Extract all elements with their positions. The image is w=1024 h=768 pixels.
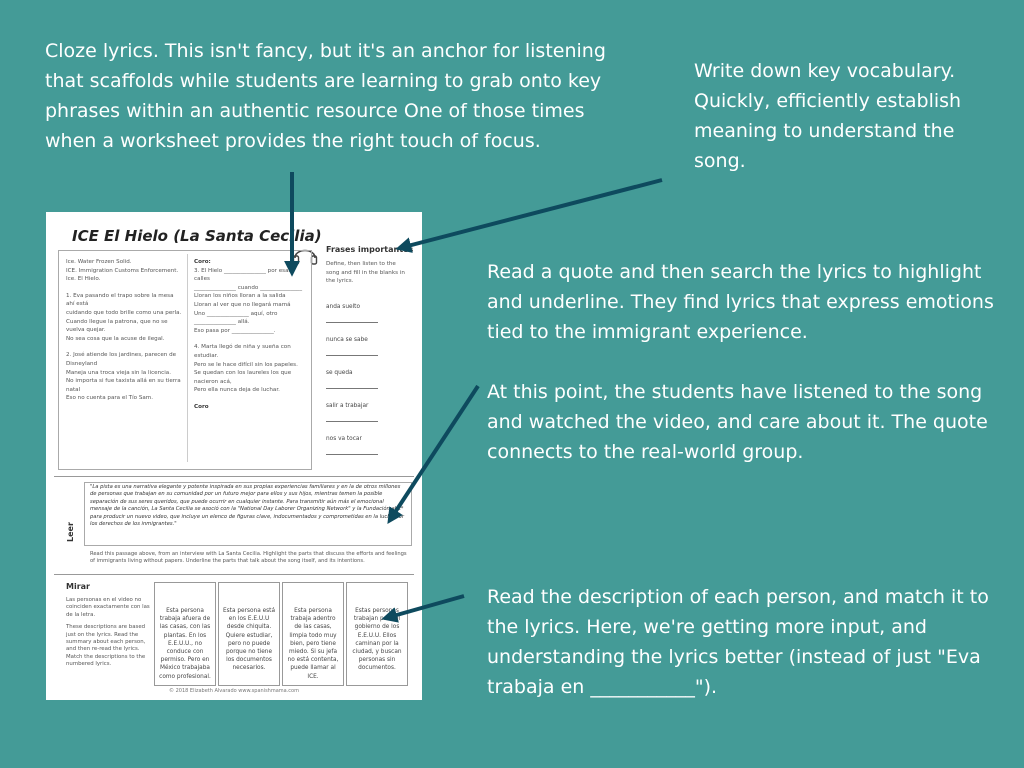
- mirar-description-cell: Esta persona está en los E.E.U.U desde chiquita. Quiere estudiar, pero no puede porque no tiene los documentos necesarios.: [218, 582, 280, 686]
- lyric-line: _______________ cuando _______________: [194, 284, 303, 291]
- frase-item: nos va tocar: [326, 436, 362, 442]
- lyric-line: Eso pasa por _______________.: [194, 327, 276, 334]
- lyric-line: 1. Eva pasando el trapo sobre la mesa ahí está: [66, 292, 174, 308]
- mirar-description-cell: Estas personas trabajan para el gobierno de los E.E.U.U. Ellos caminan por la ciudad, y buscan personas sin documentos.: [346, 582, 408, 686]
- frase-item: nunca se sabe: [326, 337, 368, 343]
- lyric-line: Coro: [194, 403, 209, 410]
- lyric-line: Maneja una troca vieja sin la licencia.: [66, 369, 171, 376]
- arrow-quote: [390, 386, 478, 520]
- mirar-description-cell: Esta persona trabaja afuera de las casas, con las plantas. En los E.E.U.U., no conduce con permiso. Pero en México trabajaba como profesional.: [154, 582, 216, 686]
- lyric-line: Ice. Water Frozen Solid.: [66, 259, 132, 265]
- lyric-line: ICE. Immigration Customs Enforcement.: [66, 267, 179, 274]
- frases-heading: Frases importantes: [326, 245, 414, 254]
- lyric-line: Lloran los niños lloran a la salida: [194, 293, 286, 300]
- note-quote-paragraph-1: Read a quote and then search the lyrics to highlight and underline. They find lyrics that express emotions tied to the immigrant experience.: [487, 261, 994, 343]
- note-quote-paragraph-2: At this point, the students have listened to the song and watched the video, and care about it. The quote connects to the real-world group.: [487, 381, 988, 463]
- lyric-line: Pero ella nunca deja de luchar.: [194, 387, 280, 394]
- arrow-mirar: [386, 596, 464, 618]
- lyric-line: 4. Marta llegó de niña y sueña con estudiar.: [194, 344, 291, 359]
- worksheet-footer: © 2018 Elizabeth Alvarado www.spanishmama.com: [169, 688, 299, 694]
- lyric-line: No sea cosa que la acuse de ilegal.: [66, 335, 165, 342]
- lyric-line: Lloran al ver que no llegará mamá: [194, 301, 291, 308]
- lyric-line: Pero se le hace difícil sin los papeles.: [194, 361, 298, 368]
- worksheet-title: ICE El Hielo (La Santa Cecilia): [72, 227, 322, 245]
- frase-item: anda suelto: [326, 304, 360, 310]
- lyric-line: Coro:: [194, 259, 211, 265]
- leer-label: Leer: [66, 522, 75, 542]
- lyric-line: Uno _______________ aquí, otro _______________ allá.: [194, 310, 278, 326]
- note-mirar-text: Read the description of each person, and match it to the lyrics. Here, we're getting more input, and understanding the lyrics better (instead of just "Eva trabaja en ___________").: [487, 586, 989, 698]
- frases-directions: Define, then listen to the song and fill in the blanks in the lyrics.: [326, 261, 405, 285]
- lyric-line: No importa si fue taxista allá en su tierra natal: [66, 378, 181, 393]
- frase-item: salir a trabajar: [326, 403, 369, 409]
- mirar-paragraph-1: Las personas en el video no coinciden exactamente con las de la letra.: [66, 597, 150, 618]
- lyric-line: 3. El Hielo _______________ por esas calles: [194, 267, 292, 283]
- mirar-paragraph-2: These descriptions are based just on the lyrics. Read the summary about each person, and then re-read the lyrics. Match the descriptions to the numbered lyrics.: [66, 624, 146, 668]
- lyric-line: 2. José atiende los jardines, parecen de Disneyland: [66, 352, 177, 367]
- mirar-heading: Mirar: [66, 582, 90, 591]
- note-vocab-text: Write down key vocabulary. Quickly, efficiently establish meaning to understand the song.: [694, 60, 962, 172]
- lyric-line: Ice. El Hielo.: [66, 276, 101, 283]
- lyric-line: Cuando llegue la patrona, que no se vuelva quejar.: [66, 318, 168, 334]
- frase-item: se queda: [326, 370, 353, 376]
- note-cloze-text: Cloze lyrics. This isn't fancy, but it's an anchor for listening that scaffolds while students are learning to grab onto key phrases within an authentic resource One of those times when a worksheet provides the right touch of focus.: [45, 40, 606, 152]
- lyric-line: Eso no cuenta para el Tío Sam.: [66, 395, 154, 402]
- mirar-description-cell: Esta persona trabaja adentro de las casas, limpia todo muy bien, pero tiene miedo. Si su jefa no está contenta, puede llamar al ICE.: [282, 582, 344, 686]
- lyric-line: Se quedan con los laureles los que nacieron acá,: [194, 370, 292, 385]
- leer-instructions: Read this passage above, from an interview with La Santa Cecilia. Highlight the parts that discuss the efforts and feelings of immigrants living without papers. Underline the parts that talk about the song itself, and its intentions.: [90, 551, 407, 565]
- lyric-line: cuidando que todo brille como una perla.: [66, 309, 182, 316]
- leer-quote: "La pista es una narrativa elegante y potente inspirada en sus propias experiencias familiares y en la de otros millones de personas que trabajan en su comunidad por un futuro mejor para ellos y sus hijos, mientras temen la posible separación de sus seres queridos, que puede ocurrir en cualquier instante. Para transmitir aún más el emocional mensaje de la canción, La Santa Cecilia se asoció con la "National Day Laborer Organizing Network" y la Fundación abc* para producir un nuevo video, que incluye un elenco de figuras clave, indocumentados y comprometidas en la lucha por los derechos de los inmigrantes.": [90, 484, 404, 528]
- arrow-vocab: [400, 180, 662, 248]
